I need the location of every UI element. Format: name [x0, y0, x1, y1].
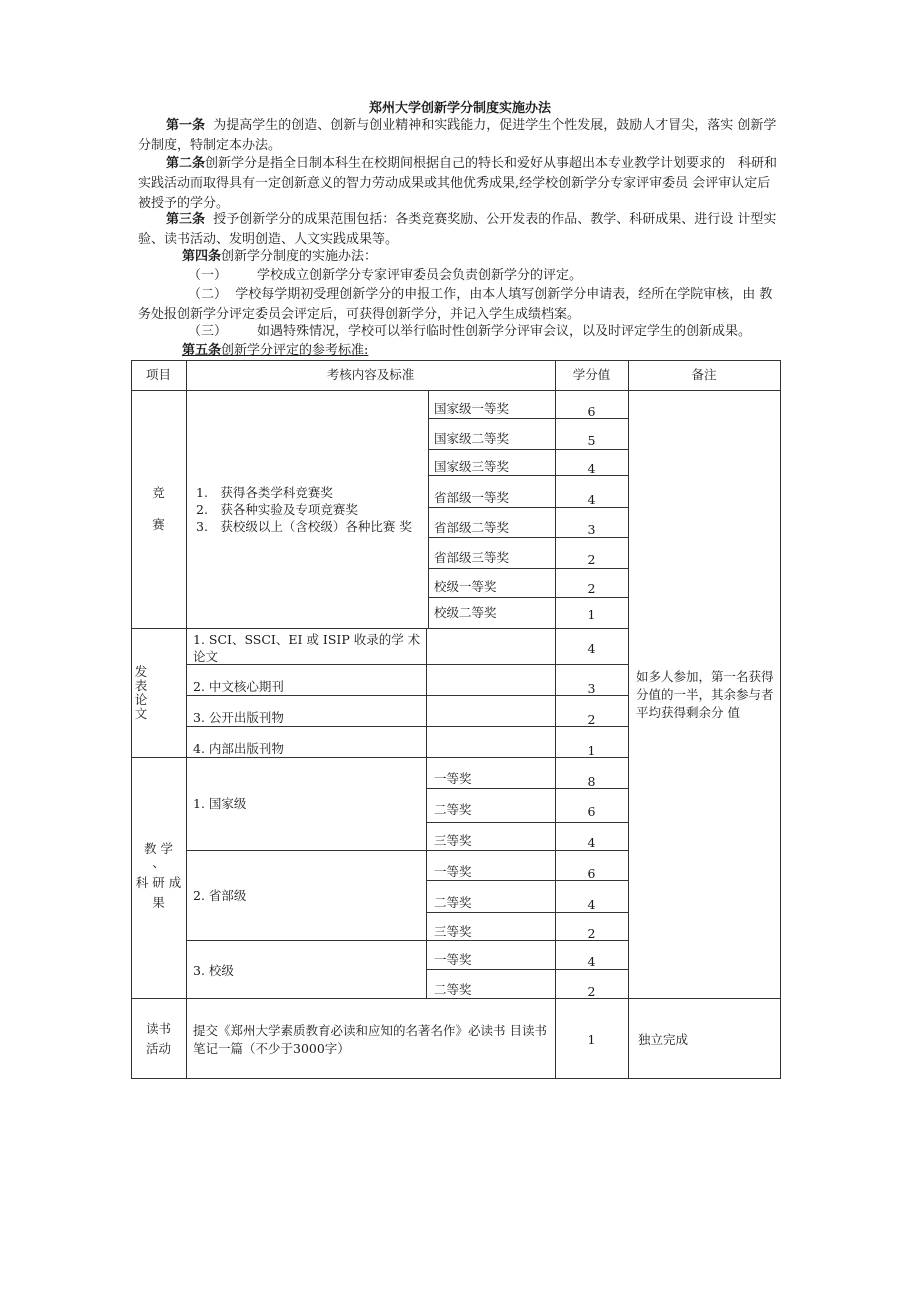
level-name: 国家级一等奖: [434, 401, 510, 416]
credit-value: 2: [587, 926, 596, 941]
article-4-text: 创新学分制度的实施办法：: [221, 249, 378, 264]
paper-row-text: 2. 中文核心期刊: [193, 679, 284, 694]
credit-value: 5: [587, 433, 596, 448]
header-note: 备注: [691, 367, 717, 382]
article-3-label: 第三条: [166, 212, 206, 227]
credit-value: 6: [587, 866, 596, 881]
paper-row-text: 1. SCI、SSCI、EI 或 ISIP 收录的学 术论文: [193, 632, 421, 664]
level-name: 一等奖: [434, 864, 472, 879]
level-name: 校级一等奖: [434, 579, 497, 594]
sub-item-1-num: （一）: [188, 268, 228, 283]
research-label-line: 教 学: [144, 841, 173, 856]
credit-value: 1: [587, 607, 596, 622]
research-group-name: 2. 省部级: [193, 888, 247, 903]
article-2-label: 第二条: [166, 156, 206, 171]
article-4-label: 第四条: [182, 249, 222, 264]
level-name: 一等奖: [434, 771, 472, 786]
competition-label-top: 竞: [152, 485, 165, 500]
credit-value: 4: [587, 954, 596, 969]
credit-value: 4: [587, 897, 596, 912]
competition-label-bottom: 赛: [152, 517, 165, 532]
credit-value: 4: [587, 461, 596, 476]
credit-value: 2: [587, 984, 596, 999]
credit-value: 8: [587, 774, 596, 789]
paper-row-text: 3. 公开出版刊物: [193, 710, 284, 725]
credit-value: 2: [587, 552, 596, 567]
sub-item-2-num: （二）: [188, 287, 228, 302]
credit-value: 2: [587, 712, 596, 727]
credit-value: 4: [587, 492, 596, 507]
level-name: 二等奖: [434, 895, 472, 910]
level-name: 三等奖: [434, 833, 472, 848]
level-name: 省部级三等奖: [434, 550, 510, 565]
papers-label: [133, 662, 149, 724]
credit-value: 4: [587, 641, 596, 656]
research-group-name: 3. 校级: [193, 963, 234, 978]
papers-label-char: 论: [134, 692, 148, 707]
research-label-line: 、: [152, 855, 165, 870]
credit-value: 6: [587, 804, 596, 819]
paper-row-text: 4. 内部出版刊物: [193, 741, 284, 756]
document-title: 郑州大学创新学分制度实施办法: [368, 101, 551, 116]
competition-item-2: 2. 获各种实验及专项竞赛奖: [196, 502, 358, 517]
credit-value: 4: [587, 835, 596, 850]
header-credit: 学分值: [572, 367, 611, 382]
header-criteria: 考核内容及标准: [326, 367, 415, 382]
research-label-line: 果: [152, 895, 165, 910]
level-name: 校级二等奖: [434, 605, 497, 620]
level-name: 二等奖: [434, 982, 472, 997]
research-label-line: 科 研 成: [135, 875, 182, 890]
level-name: 省部级二等奖: [434, 520, 510, 535]
article-5-label: 第五条: [182, 343, 222, 358]
papers-label-char: 发: [134, 664, 148, 679]
credit-value: 3: [587, 681, 596, 696]
reading-label-line: 读书: [145, 1021, 171, 1036]
sub-item-2-text: 学校每学期初受理创新学分的申报工作，由本人填写创新学分申请表，经所在学院审核，由 教务处报创新学分评定委员会评定后，可获得创新学分，并记入学生成绩档案。: [138, 287, 773, 322]
reading-label-line: 活动: [145, 1041, 171, 1056]
level-name: 省部级一等奖: [434, 490, 510, 505]
sub-item-3-text: 如遇特殊情况，学校可以举行临时性创新学分评审会议，以及时评定学生的创新成果。: [257, 324, 752, 339]
sub-item-3-num: （三）: [188, 324, 228, 339]
competition-item-3: 3. 获校级以上（含校级）各种比赛 奖: [196, 519, 412, 534]
reading-credit: 1: [587, 1032, 596, 1047]
research-group-name: 1. 国家级: [193, 796, 247, 811]
papers-label-char: 表: [134, 678, 148, 693]
level-name: 二等奖: [434, 802, 472, 817]
reading-criteria: 提交《郑州大学素质教育必读和应知的名著名作》必读书 目读书笔记一篇（不少于3000字）: [193, 1023, 547, 1056]
credit-value: 3: [587, 522, 596, 537]
papers-label-char: 文: [134, 706, 148, 721]
competition-item-1: 1. 获得各类学科竞赛奖: [196, 485, 333, 500]
article-2-text: 创新学分是指全日制本科生在校期间根据自己的特长和爱好从事超出本专业教学计划要求的 科研和实践活动而取得具有一定创新意义的智力劳动成果或其他优秀成果,经学校创新学分专家评审委员 会评审认定后被授予的学分。: [138, 156, 778, 211]
article-1-text: 为提高学生的创造、创新与创业精神和实践能力，促进学生个性发展，鼓励人才冒尖，落实 创新学分制度，特制定本办法。: [138, 118, 777, 153]
article-5-text: 创新学分评定的参考标准:: [221, 343, 369, 358]
header-item: 项目: [145, 367, 171, 382]
sub-item-1-text: 学校成立创新学分专家评审委员会负责创新学分的评定。: [257, 268, 583, 283]
shared-note: 如多人参加，第一名获得分值的一半，其余参与者平均获得剩余分 值: [636, 669, 774, 720]
article-1-label: 第一条: [166, 118, 206, 133]
reading-label: [131, 1019, 186, 1059]
level-name: 一等奖: [434, 952, 472, 967]
article-3-text: 授予创新学分的成果范围包括：各类竞赛奖励、公开发表的作品、教学、科研成果、进行设 计型实验、读书活动、发明创造、人文实践成果等。: [138, 212, 777, 247]
reading-note: 独立完成: [638, 1032, 689, 1047]
level-name: 三等奖: [434, 924, 472, 939]
level-name: 国家级二等奖: [434, 431, 510, 446]
credit-value: 1: [587, 743, 596, 758]
level-name: 国家级三等奖: [434, 459, 510, 474]
credit-value: 6: [587, 404, 596, 419]
credit-value: 2: [587, 581, 596, 596]
research-label: [131, 839, 186, 913]
